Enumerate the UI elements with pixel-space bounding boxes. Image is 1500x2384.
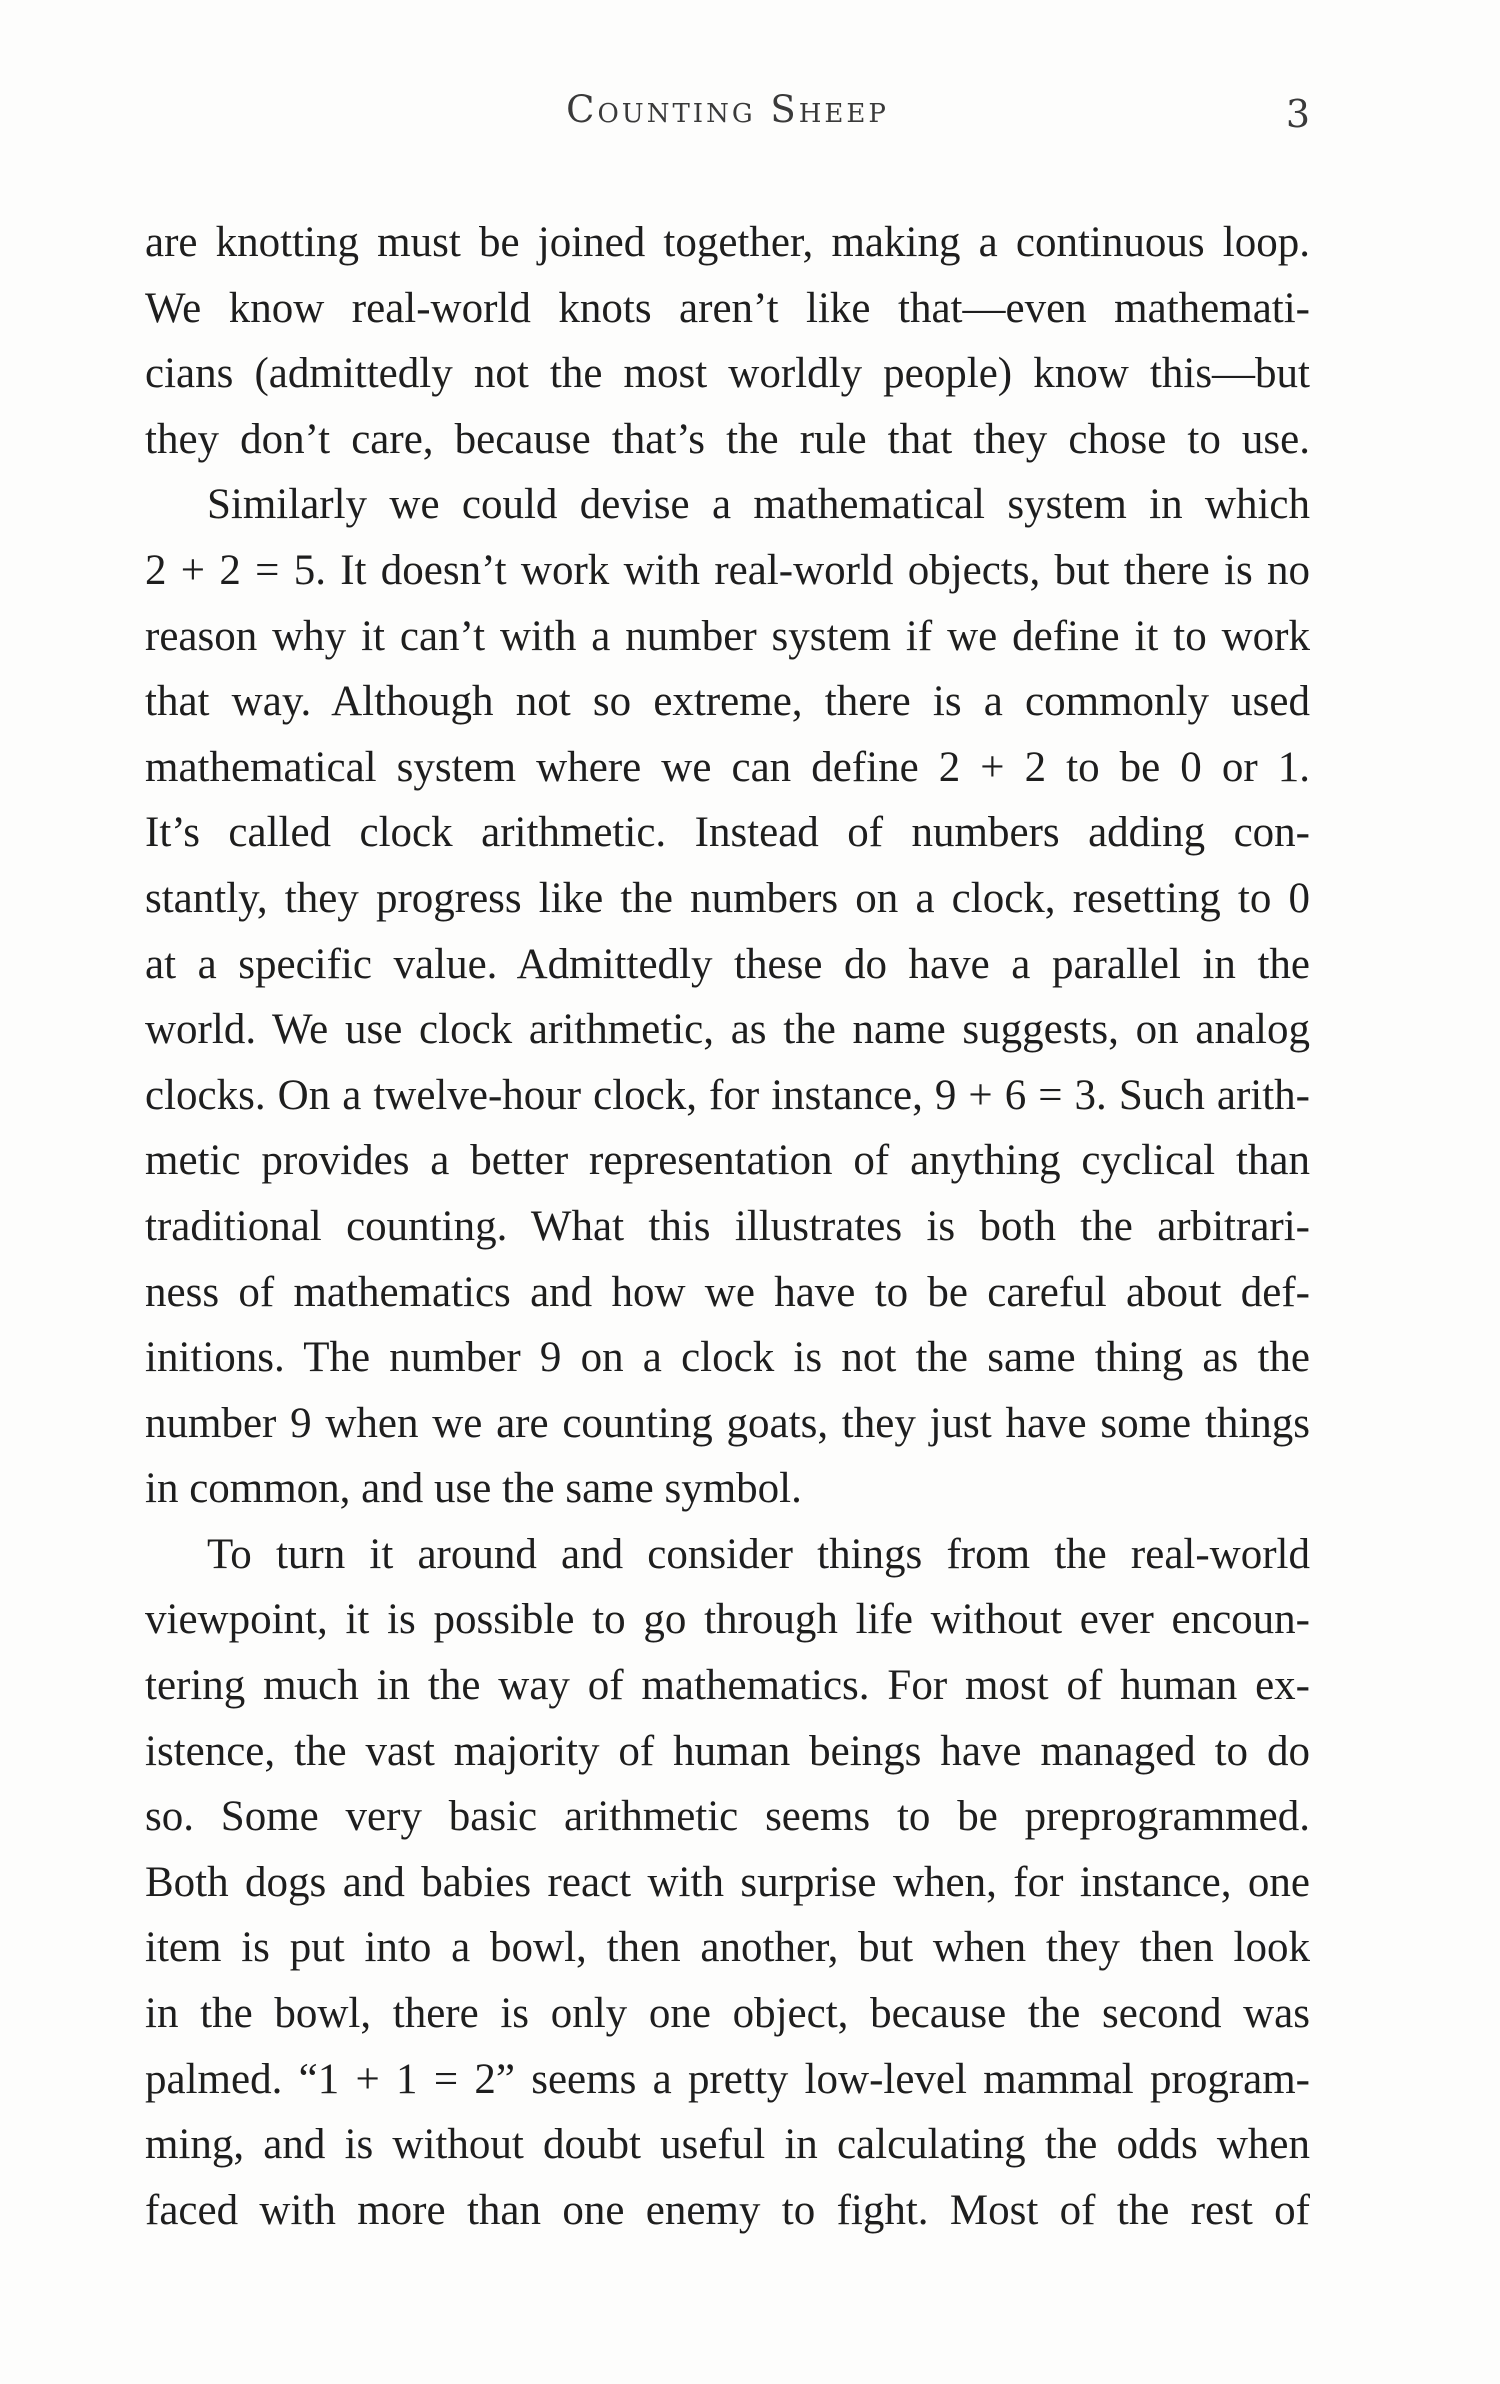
text-line: Both dogs and babies react with surprise when, for instance, one xyxy=(145,1858,1310,1906)
text-line: in the bowl, there is only one object, because the second was xyxy=(145,1990,1310,2038)
text-line: To turn it around and consider things from the real-world xyxy=(207,1530,1310,1578)
text-line: palmed. “1 + 1 = 2” seems a pretty low-level mammal program- xyxy=(145,2055,1310,2103)
running-head xyxy=(145,88,1310,148)
text-line: so. Some very basic arithmetic seems to be preprogrammed. xyxy=(145,1793,1310,1841)
text-line: mathematical system where we can define 2 + 2 to be 0 or 1. xyxy=(145,743,1310,791)
text-line: faced with more than one enemy to fight. Most of the rest of xyxy=(145,2186,1310,2234)
paragraph-2 xyxy=(145,472,1310,1522)
text-line: are knotting must be joined together, making a continuous loop. xyxy=(145,219,1310,266)
text-line: initions. The number 9 on a clock is not the same thing as the xyxy=(145,1334,1310,1382)
text-line: ming, and is without doubt useful in calculating the odds when xyxy=(145,2121,1310,2169)
running-title: Counting Sheep xyxy=(566,88,889,131)
text-line: It’s called clock arithmetic. Instead of numbers adding con- xyxy=(145,809,1310,857)
text-line: world. We use clock arithmetic, as the name suggests, on analog xyxy=(145,1006,1310,1054)
text-line: stantly, they progress like the numbers on a clock, resetting to 0 xyxy=(145,874,1310,922)
text-line: metic provides a better representation of anything cyclical than xyxy=(145,1137,1310,1185)
text-line: traditional counting. What this illustrates is both the arbitrari- xyxy=(145,1202,1310,1250)
text-line: tering much in the way of mathematics. For most of human ex- xyxy=(145,1662,1310,1710)
text-line: We know real-world knots aren’t like that—even mathemati- xyxy=(145,284,1310,332)
page-number: 3 xyxy=(1285,92,1310,136)
paragraph-1 xyxy=(145,210,1310,472)
body-text xyxy=(145,210,1310,2243)
text-line: number 9 when we are counting goats, they just have some things xyxy=(145,1399,1310,1447)
text-line: cians (admittedly not the most worldly people) know this—but xyxy=(145,350,1310,398)
text-line: clocks. On a twelve-hour clock, for instance, 9 + 6 = 3. Such arith- xyxy=(145,1071,1310,1119)
text-line: at a specific value. Admittedly these do have a parallel in the xyxy=(145,940,1310,988)
text-line: istence, the vast majority of human beings have managed to do xyxy=(145,1727,1310,1775)
text-line: they don’t care, because that’s the rule that they chose to use. xyxy=(145,415,1310,463)
text-line: item is put into a bowl, then another, but when they then look xyxy=(145,1924,1310,1972)
paragraph-3 xyxy=(145,1522,1310,2244)
text-line: Similarly we could devise a mathematical system in which xyxy=(207,481,1310,529)
text-line: in common, and use the same symbol. xyxy=(145,1465,802,1513)
text-line: reason why it can’t with a number system if we define it to work xyxy=(145,612,1310,660)
text-line: viewpoint, it is possible to go through life without ever encoun- xyxy=(145,1596,1310,1644)
text-line: 2 + 2 = 5. It doesn’t work with real-world objects, but there is no xyxy=(145,546,1310,594)
text-line: that way. Although not so extreme, there is a commonly used xyxy=(145,678,1310,726)
text-line: ness of mathematics and how we have to be careful about def- xyxy=(145,1268,1310,1316)
